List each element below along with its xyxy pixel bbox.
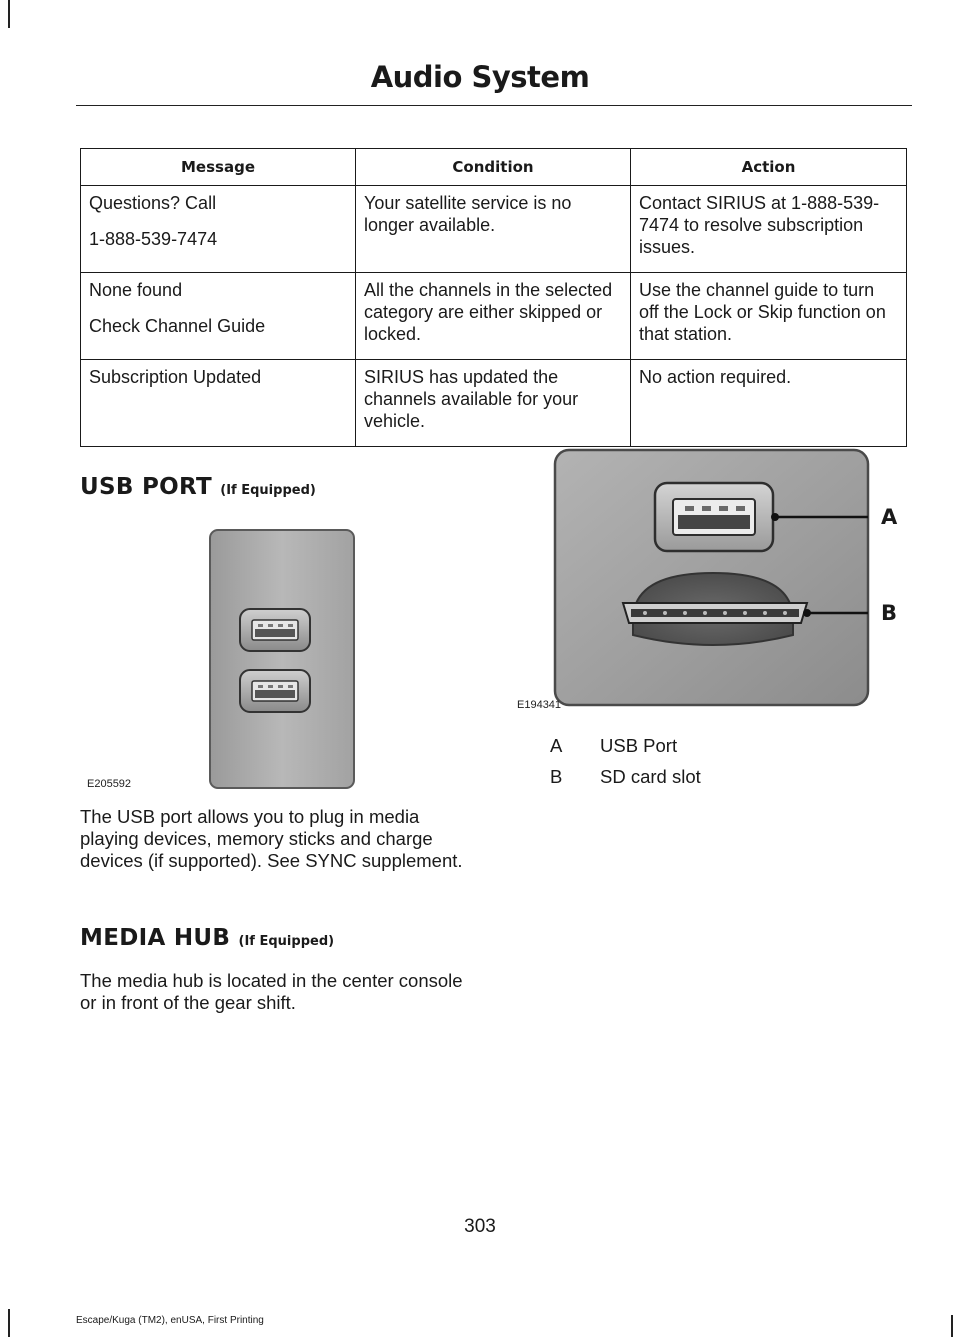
table-row — [81, 186, 907, 273]
header-rule — [76, 105, 912, 106]
footer-text: Escape/Kuga (TM2), enUSA, First Printing — [76, 1315, 264, 1326]
legend-key: B — [550, 766, 563, 787]
message-line: Questions? Call — [89, 193, 217, 213]
media-hub-heading — [80, 925, 334, 951]
legend-label: USB Port — [600, 735, 678, 756]
action-cell: No action required. — [631, 360, 907, 447]
usb-port-body: The USB port allows you to plug in media playing devices, memory sticks and charge devices (if supported). See SYNC supplement. — [80, 806, 463, 871]
usb-socket-lower — [240, 670, 310, 712]
message-line: Subscription Updated — [89, 367, 262, 387]
column-header-action: Action — [631, 149, 907, 186]
message-cell — [81, 273, 356, 360]
table-row — [81, 273, 907, 360]
message-table — [80, 148, 907, 447]
media-hub-heading-text: MEDIA HUB — [80, 925, 231, 951]
table-row — [81, 360, 907, 447]
page-header-title: Audio System — [370, 60, 590, 94]
sd-card-slot — [623, 603, 807, 623]
column-header-message: Message — [81, 149, 356, 186]
condition-cell: All the channels in the selected category are either skipped or locked. — [356, 273, 631, 360]
message-line: None found — [89, 280, 183, 300]
message-line: Check Channel Guide — [89, 316, 266, 336]
action-cell: Use the channel guide to turn off the Lock or Skip function on that station. — [631, 273, 907, 360]
message-cell — [81, 186, 356, 273]
callout-label-b: B — [881, 601, 898, 625]
legend-label: SD card slot — [600, 766, 701, 787]
condition-cell: Your satellite service is no longer available. — [356, 186, 631, 273]
condition-cell: SIRIUS has updated the channels available for your vehicle. — [356, 360, 631, 447]
message-line: 1-888-539-7474 — [89, 229, 218, 249]
usb-port-illustration — [80, 525, 480, 795]
usb-port-heading-text: USB PORT — [80, 474, 212, 500]
media-hub-qualifier: (If Equipped) — [238, 934, 335, 949]
figure-code: E205592 — [87, 778, 132, 790]
callout-label-a: A — [881, 505, 898, 529]
action-cell: Contact SIRIUS at 1-888-539-7474 to resolve subscription issues. — [631, 186, 907, 273]
media-hub-illustration — [545, 445, 880, 710]
column-header-condition: Condition — [356, 149, 631, 186]
media-hub-body: The media hub is located in the center console or in front of the gear shift. — [80, 970, 463, 1013]
page-number: 303 — [464, 1216, 496, 1237]
table-header-row — [81, 149, 907, 186]
crop-mark — [8, 0, 10, 28]
usb-port-qualifier: (If Equipped) — [220, 483, 316, 498]
crop-mark — [8, 1309, 10, 1337]
message-cell — [81, 360, 356, 447]
usb-socket-upper — [240, 609, 310, 651]
figure-code: E194341 — [517, 699, 562, 711]
usb-port-heading — [80, 474, 316, 500]
usb-port-socket — [655, 483, 773, 551]
legend-key: A — [550, 735, 563, 756]
crop-mark — [951, 1315, 953, 1337]
